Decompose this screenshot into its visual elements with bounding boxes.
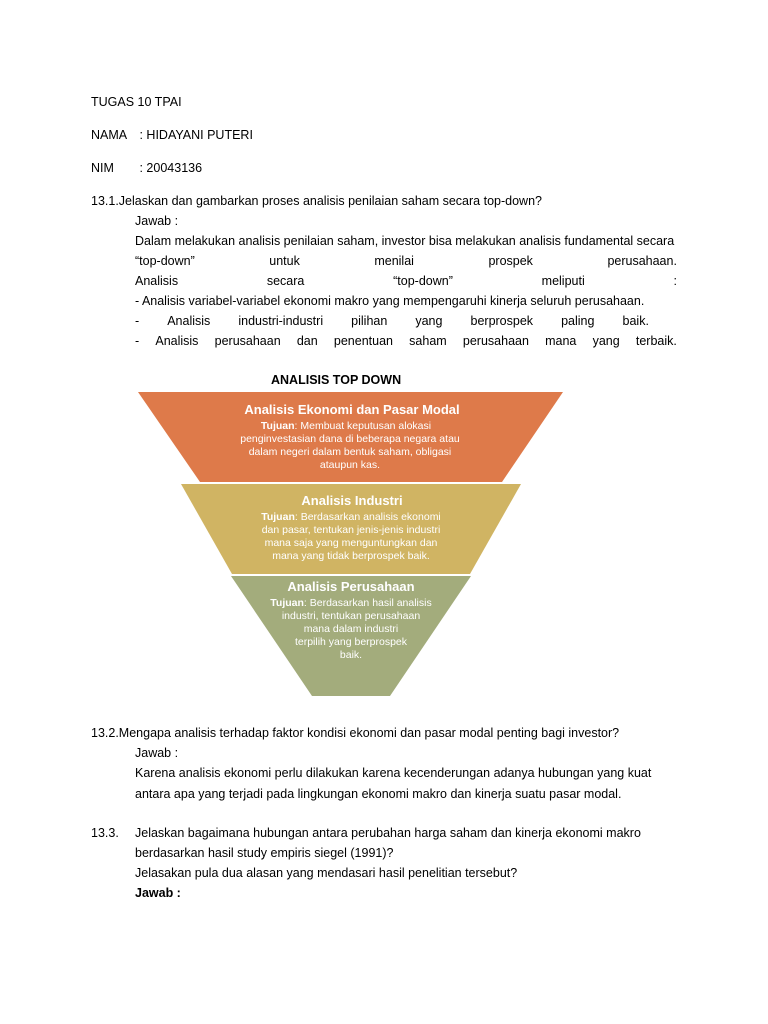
- q1-question: 13.1.Jelaskan dan gambarkan proses analisis penilaian saham secara top-down?: [91, 194, 542, 208]
- level3-line3: mana dalam industri: [303, 623, 399, 635]
- q1-bullet-1: - Analisis variabel-variabel ekonomi makro yang mempengaruhi kinerja seluruh perusahaan.: [135, 294, 645, 308]
- level3-heading: Analisis Perusahaan: [287, 579, 415, 594]
- level1-line2: penginvestasian dana di beberapa negara atau: [240, 433, 460, 445]
- q1-bullet-2: [135, 313, 649, 329]
- q1-line2-word: “top-down”: [135, 254, 195, 268]
- level2-heading: Analisis Industri: [301, 493, 403, 508]
- level3-line1: [270, 597, 431, 609]
- level1-tujuan: Tujuan: [260, 420, 295, 432]
- diagram-title: ANALISIS TOP DOWN: [271, 373, 402, 387]
- q3-answer-label: Jawab :: [135, 886, 181, 900]
- level2-line1: [261, 511, 441, 523]
- q1-bullet3-word: yang: [592, 334, 620, 348]
- q1-bullet-3: [135, 333, 677, 349]
- q1-line3-word: Analisis: [135, 274, 179, 288]
- level2-line2: dan pasar, tentukan jenis-jenis industri: [261, 524, 441, 536]
- name-value: : HIDAYANI PUTERI: [139, 128, 253, 142]
- q1-bullet2-word: paling: [561, 314, 595, 328]
- q1-bullet3-word: perusahaan: [462, 334, 529, 348]
- q1-bullet3-word: Analisis: [155, 334, 199, 348]
- q1-bullet2-word: berprospek: [470, 314, 534, 328]
- q1-bullet2-word: industri-industri: [238, 314, 324, 328]
- q1-answer-label: Jawab :: [135, 214, 179, 228]
- q3-question-line1: Jelaskan bagaimana hubungan antara perubahan harga saham dan kinerja ekonomi makro: [135, 826, 641, 840]
- document-title: TUGAS 10 TPAI: [91, 95, 182, 109]
- q1-line3-word: meliputi: [541, 274, 585, 288]
- q1-bullet2-word: baik.: [622, 314, 649, 328]
- q1-bullet3-word: dan: [296, 334, 318, 348]
- q2-question: 13.2.Mengapa analisis terhadap faktor kondisi ekonomi dan pasar modal penting bagi investor?: [91, 726, 620, 740]
- q1-bullet3-word: mana: [545, 334, 577, 348]
- q1-bullet2-word: -: [135, 314, 140, 328]
- level1-line3: dalam negeri dalam bentuk saham, obligasi: [248, 446, 452, 458]
- q1-line2-word: menilai: [374, 254, 414, 268]
- level1-line1: [261, 420, 431, 432]
- nim-row: [91, 160, 202, 176]
- q1-line2-word: prospek: [488, 254, 533, 268]
- level1-heading: Analisis Ekonomi dan Pasar Modal: [244, 402, 460, 417]
- q1-paragraph-line3: [135, 273, 677, 289]
- q1-paragraph-line2: [135, 253, 677, 269]
- q1-bullet2-word: yang: [415, 314, 443, 328]
- q1-bullet2-word: pilihan: [351, 314, 388, 328]
- top-down-funnel-diagram: [0, 390, 768, 720]
- q2-answer-line1: Karena analisis ekonomi perlu dilakukan karena kecenderungan adanya hubungan yang kuat: [135, 766, 652, 780]
- level2-line4: mana yang tidak berprospek baik.: [272, 550, 430, 562]
- level3-line4: terpilih yang berprospek: [294, 636, 408, 648]
- q2-answer-label: Jawab :: [135, 746, 179, 760]
- level2-line3: mana saja yang menguntungkan dan: [264, 537, 438, 549]
- q3-question-line3: Jelasakan pula dua alasan yang mendasari hasil penelitian tersebut?: [135, 866, 518, 880]
- q1-bullet3-word: -: [135, 334, 140, 348]
- q1-line3-word: “top-down”: [393, 274, 453, 288]
- level3-line5: baik.: [339, 649, 363, 661]
- q1-line2-word: perusahaan.: [607, 254, 677, 268]
- level3-line2: industri, tentukan perusahaan: [281, 610, 421, 622]
- q1-bullet2-word: Analisis: [167, 314, 211, 328]
- q1-line2-word: untuk: [269, 254, 300, 268]
- level3-line1-text: : Berdasarkan hasil analisis: [303, 597, 432, 609]
- name-row: [91, 127, 253, 143]
- q1-paragraph-line1: Dalam melakukan analisis penilaian saham, investor bisa melakukan analisis fundamental secara: [135, 234, 675, 248]
- q3-number: 13.3.: [91, 826, 119, 840]
- q1-line3-word: secara: [266, 274, 305, 288]
- level1-line1-text: : Membuat keputusan alokasi: [294, 420, 432, 432]
- nim-label: NIM: [91, 161, 114, 175]
- q1-bullet3-word: saham: [409, 334, 447, 348]
- q1-bullet3-word: terbaik.: [635, 334, 677, 348]
- level2-tujuan: Tujuan: [261, 511, 295, 523]
- name-label: NAMA: [91, 128, 128, 142]
- level3-tujuan: Tujuan: [270, 597, 304, 609]
- level2-line1-text: : Berdasarkan analisis ekonomi: [294, 511, 441, 523]
- level1-line4: ataupun kas.: [319, 459, 381, 471]
- q2-answer-line2: antara apa yang terjadi pada lingkungan ekonomi makro dan kinerja suatu pasar modal.: [135, 787, 622, 801]
- q1-bullet3-word: perusahaan: [214, 334, 281, 348]
- q1-line3-word: :: [673, 274, 677, 288]
- q3-question-line2: berdasarkan hasil study empiris siegel (1991)?: [135, 846, 394, 860]
- q1-bullet3-word: penentuan: [333, 334, 393, 348]
- nim-value: : 20043136: [139, 161, 203, 175]
